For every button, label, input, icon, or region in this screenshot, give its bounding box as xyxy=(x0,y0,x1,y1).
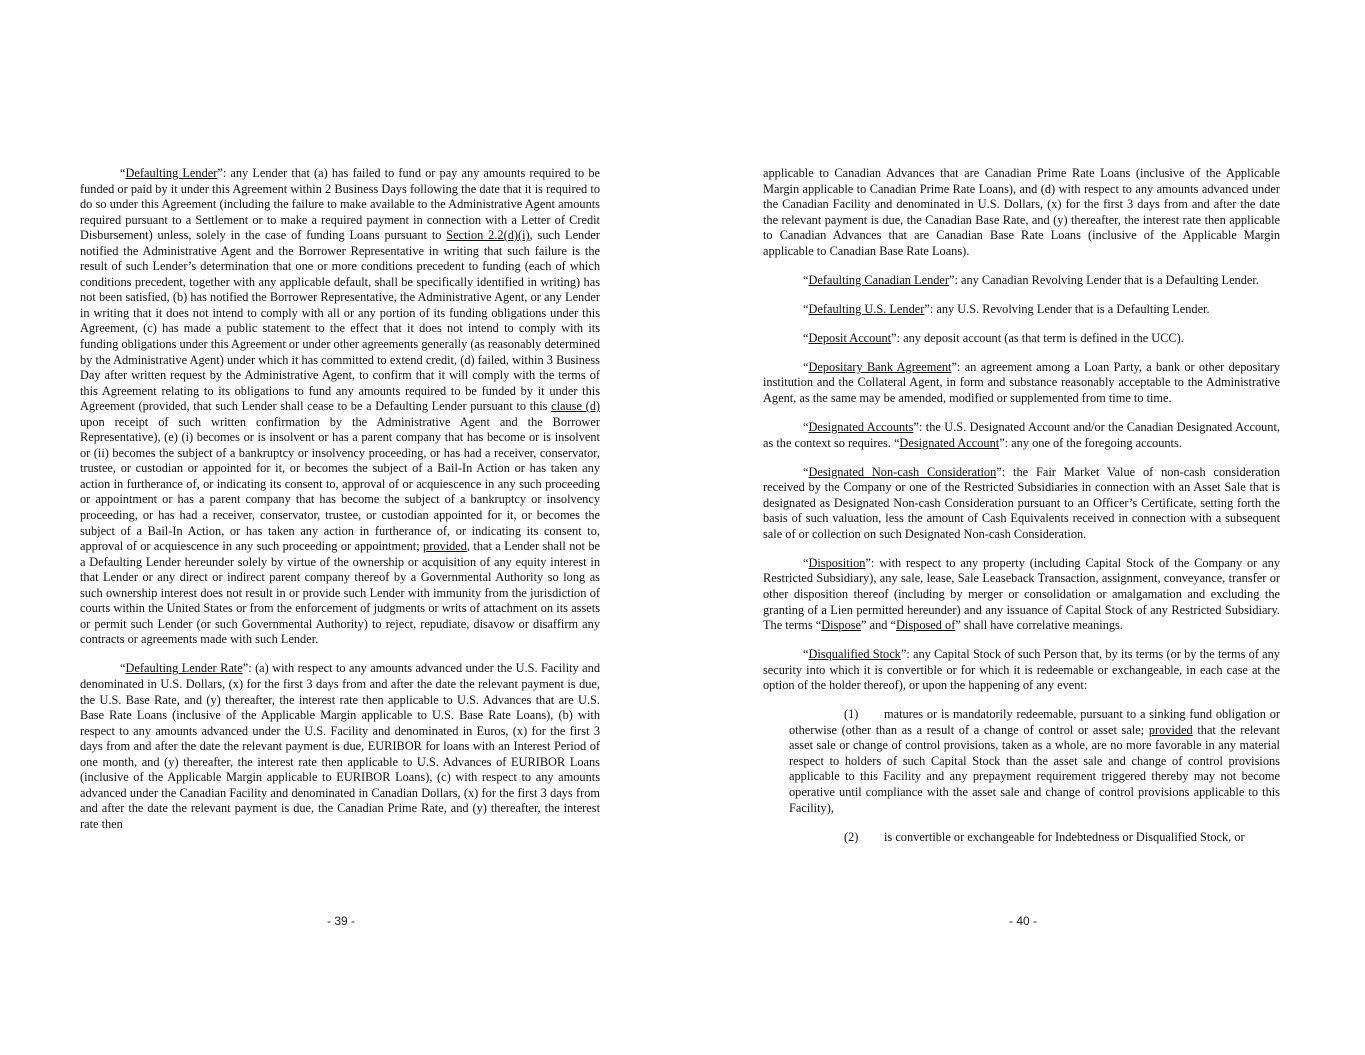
page-40 xyxy=(682,0,1365,1055)
sub-clause-number: (1) xyxy=(844,707,859,722)
text-run: ”: the U.S. Designated Account and/or the Canadian Designated Account, as the context so requires. “ xyxy=(763,420,1280,450)
text-run: “ xyxy=(120,661,126,676)
defined-term: Disposed of xyxy=(896,618,956,633)
defined-term: Designated Accounts xyxy=(808,420,914,435)
text-column-left xyxy=(80,166,600,846)
text-run: ”: any one of the foregoing accounts. xyxy=(999,435,1182,450)
text-run: “ xyxy=(803,647,809,662)
defined-term: Defaulting Lender Rate xyxy=(125,661,243,676)
text-run: “ xyxy=(803,330,809,345)
definition-designated-non-cash-consideration xyxy=(763,465,1280,543)
defined-term: Defaulting U.S. Lender xyxy=(808,301,925,316)
text-run: ”: any Lender that (a) has failed to fund or pay any amounts required to be funded or paid by it under this Agreement within 2 Business Days following the date that it is required to do so under this Agreement (including the failure to make available to the Administrative Agent amounts required pursuant to a Settlement or to make a required payment in connection with a Letter of Credit Disbursement) unless, solely in the case of funding Loans pursuant to xyxy=(80,166,600,243)
defined-term: Defaulting Lender xyxy=(125,166,218,180)
text-run: ”: any deposit account (as that term is defined in the UCC). xyxy=(891,330,1184,345)
sub-clause-2 xyxy=(789,830,1280,846)
section-reference: Section 2.2(d)(i) xyxy=(446,228,530,243)
text-run: ”: with respect to any property (including Capital Stock of the Company or any Restricted Subsidiary), any sale, lease, Sale Leaseback Transaction, assignment, conveyance, transfer or other disposition thereof (including by merger or consolidation or amalgamation and excluding the granting of a Lien permitted hereunder) and any issuance of Capital Stock of any Restricted Subsidiary. The terms “ xyxy=(763,555,1280,633)
defined-term: Depositary Bank Agreement xyxy=(808,359,952,374)
definition-defaulting-lender xyxy=(80,166,600,648)
clause-reference: clause (d) xyxy=(551,399,601,414)
definition-depositary-bank-agreement xyxy=(763,360,1280,407)
defined-term: Disqualified Stock xyxy=(808,647,901,662)
sub-clause-number: (2) xyxy=(844,829,859,844)
proviso-term: provided xyxy=(423,539,467,554)
text-run: “ xyxy=(803,301,809,316)
text-run: ” and “ xyxy=(861,618,896,633)
defined-term: Designated Non-cash Consideration xyxy=(808,464,997,479)
definition-designated-accounts xyxy=(763,420,1280,451)
text-run: “ xyxy=(803,555,809,570)
text-run: that the relevant asset sale or change of control provisions, taken as a whole, are no more favorable in any material respect to holders of such Capital Stock than the asset sale and change of control provisions applicable to this Facility and any prepayment requirement triggered thereby may not become operative until compliance with the asset sale and change of control provisions applicable to this Facility), xyxy=(789,722,1280,815)
text-run: ”: (a) with respect to any amounts advanced under the U.S. Facility and denominated in U.S. Dollars, (x) for the first 3 days from and after the date the relevant payment is due, the U.S. Base Rate, and (y) thereafter, the interest rate then applicable to U.S. Advances that are U.S. Base Rate Loans (inclusive of the Applicable Margin applicable to U.S. Base Rate Loans), (b) with respect to any amounts advanced under the U.S. Facility and denominated in Euros, (x) for the first 3 days from and after the date the relevant payment is due, EURIBOR for loans with an Interest Period of one month, and (y) thereafter, the interest rate then applicable to U.S. Advances of EURIBOR Loans (inclusive of the Applicable Margin applicable to EURIBOR Loans), (c) with respect to any amounts advanced under the Canadian Facility and denominated in Canadian Dollars, (x) for the first 3 days from and after the date the relevant payment is due, the Canadian Prime Rate, and (y) thereafter, the interest rate then xyxy=(80,661,600,831)
defined-term: Designated Account xyxy=(899,435,1000,450)
page-number: - 40 - xyxy=(1009,914,1038,928)
defined-term: Dispose xyxy=(821,618,862,633)
definition-disposition xyxy=(763,556,1280,634)
proviso-term: provided xyxy=(1148,722,1193,737)
text-run: , that a Lender shall not be a Defaulting Lender hereunder solely by virtue of the ownership or acquisition of any equity interest in that Lender or any direct or indirect parent company thereof by a Governmental Authority so long as such ownership interest does not result in or provide such Lender with immunity from the jurisdiction of courts within the United States or from the enforcement of judgments or writs of attachment on its assets or permit such Lender (or such Governmental Authority) to reject, repudiate, disavow or disaffirm any contracts or agreements made with such Lender. xyxy=(80,539,601,647)
text-run: “ xyxy=(120,166,126,180)
defined-term: Disposition xyxy=(808,555,866,570)
definition-continuation: applicable to Canadian Advances that are Canadian Prime Rate Loans (inclusive of the Applicable Margin applicable to Canadian Prime Rate Loans), and (d) with respect to any amounts advanced under the Canadian Facility and denominated in U.S. Dollars, (x) for the first 3 days from and after the date the relevant payment is due, the Canadian Base Rate, and (y) thereafter, the interest rate then applicable to Canadian Advances that are Canadian Base Rate Loans (inclusive of the Applicable Margin applicable to Canadian Base Rate Loans). xyxy=(763,166,1280,258)
definition-defaulting-us-lender xyxy=(763,302,1280,318)
definition-defaulting-canadian-lender xyxy=(763,273,1280,289)
text-column-right xyxy=(763,166,1280,859)
text-run: ”: any Canadian Revolving Lender that is a Defaulting Lender. xyxy=(949,272,1259,287)
text-run: ”: an agreement among a Loan Party, a bank or other depositary institution and the Collateral Agent, in form and substance reasonably acceptable to the Administrative Agent, as the same may be amended, modified or supplemented from time to time. xyxy=(763,359,1280,406)
definition-defaulting-lender-rate xyxy=(80,661,600,832)
definition-disqualified-stock xyxy=(763,647,1280,694)
defined-term: Deposit Account xyxy=(808,330,892,345)
text-run: “ xyxy=(803,464,809,479)
text-run: upon receipt of such written confirmation by the Administrative Agent and the Borrower Representative), (e) (i) becomes or is insolvent or has a parent company that has become or is insolvent or (ii) becomes the subject of a bankruptcy or insolvency proceeding, or has had a receiver, conservator, trustee, or custodian or appointed for it, or becomes the subject of a Bail-In Action or has taken any action in furtherance of, or indicating its consent to, approval of or acquiescence in any such proceeding or appointment or has a parent company that has become the subject of a bankruptcy or insolvency proceeding, or has had a receiver, conservator, trustee, or custodian appointed for it, or becomes the subject of a Bail-In Action, or has taken any action in furtherance of, or indicating its consent to, approval of or acquiescence in any such proceeding or appointment; xyxy=(80,414,600,554)
text-run: ”: any Capital Stock of such Person that, by its terms (or by the terms of any security into which it is convertible or for which it is redeemable or exchangeable, in each case at the option of the holder thereof), or upon the happening of any event: xyxy=(763,647,1280,693)
page-39 xyxy=(0,0,682,1055)
text-run: matures or is mandatorily redeemable, pursuant to a sinking fund obligation or otherwise (other than as a result of a change of control or asset sale; xyxy=(789,707,1280,737)
definition-deposit-account xyxy=(763,331,1280,347)
text-run: ”: any U.S. Revolving Lender that is a Defaulting Lender. xyxy=(924,301,1210,316)
text-run: , such Lender notified the Administrative Agent and the Borrower Representative in writing that such failure is the result of such Lender’s determination that one or more conditions precedent to funding (each of which conditions precedent, together with any applicable default, shall be specifically identified in writing) has not been satisfied, (b) has notified the Borrower Representative, the Administrative Agent, or any Lender in writing that it does not intend to comply with all or any portion of its funding obligations under this Agreement, (c) has made a public statement to the effect that it does not intend to comply with its funding obligations under this Agreement or under other agreements generally (as reasonably determined by the Administrative Agent) under which it has committed to extend credit, (d) failed, within 3 Business Day after written request by the Administrative Agent, to confirm that it will comply with the terms of this Agreement relating to its obligations to fund any amounts required to be funded by it under this Agreement (provided, that such Lender shall cease to be a Defaulting Lender pursuant to this xyxy=(80,228,600,414)
text-run: “ xyxy=(803,359,809,374)
defined-term: Defaulting Canadian Lender xyxy=(808,272,950,287)
text-run: “ xyxy=(803,420,809,435)
sub-clause-1 xyxy=(789,707,1280,816)
text-run: ” shall have correlative meanings. xyxy=(955,618,1123,633)
text-run: “ xyxy=(803,272,809,287)
text-run: is convertible or exchangeable for Indebtedness or Disqualified Stock, or xyxy=(884,829,1245,844)
page-number: - 39 - xyxy=(327,914,356,928)
text-run: ”: the Fair Market Value of non-cash consideration received by the Company or one of the Restricted Subsidiaries in connection with an Asset Sale that is designated as Designated Non-cash Consideration pursuant to an Officer’s Certificate, setting forth the basis of such valuation, less the amount of Cash Equivalents received in connection with a subsequent sale of or collection on such Designated Non-cash Consideration. xyxy=(763,464,1280,541)
